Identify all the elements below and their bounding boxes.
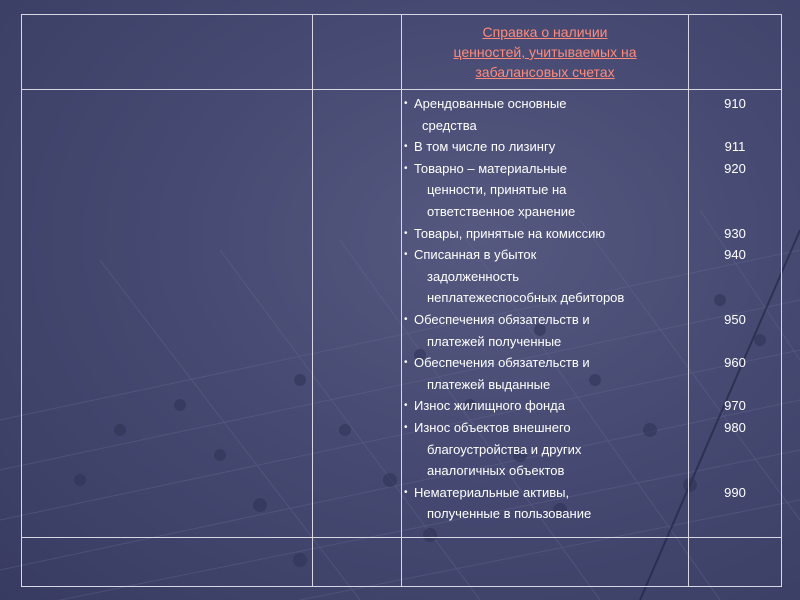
account-code: 970	[724, 398, 746, 414]
list-item-line: Обеспечения обязательств и	[414, 355, 590, 371]
list-item-line: задолженность	[427, 268, 520, 284]
footer-cell-empty-4	[689, 538, 782, 587]
bullet-icon: •	[404, 313, 408, 325]
bullet-icon: •	[404, 421, 408, 433]
account-code: 911	[724, 139, 746, 155]
list-item-line: ответственное хранение	[427, 203, 576, 219]
body-cell-empty-2	[313, 90, 402, 538]
list-item-line: аналогичных объектов	[427, 463, 565, 479]
codes-cell	[689, 90, 782, 538]
list-item-line: Списанная в убыток	[414, 247, 537, 263]
footer-cell-empty-2	[313, 538, 402, 587]
bullet-icon: •	[404, 400, 408, 412]
footer-cell-empty-3	[402, 538, 689, 587]
list-item-line: Арендованные основные	[414, 96, 567, 111]
header-title-cell	[402, 15, 689, 90]
bullet-icon: •	[404, 162, 408, 174]
header-cell-empty-4	[689, 15, 782, 90]
list-item-line: Износ жилищного фонда	[414, 398, 565, 414]
list-item	[404, 352, 680, 395]
list-item	[404, 417, 680, 482]
header-title-line: забалансовых счетах	[475, 64, 615, 80]
codes-list	[689, 90, 781, 525]
list-item	[404, 309, 680, 352]
bullet-icon: •	[404, 141, 408, 153]
list-item-line: неплатежеспособных дебиторов	[427, 290, 625, 306]
header-cell-empty-1	[22, 15, 313, 90]
table-body-row	[22, 90, 782, 538]
body-cell-empty-1	[22, 90, 313, 538]
account-code: 940	[724, 247, 746, 263]
list-item-line: средства	[422, 117, 477, 133]
list-item-line: Нематериальные активы,	[414, 484, 570, 500]
list-item-line: ценности, принятые на	[427, 182, 567, 198]
items-cell	[402, 90, 689, 538]
list-item	[404, 482, 680, 525]
bullet-icon: •	[404, 227, 408, 239]
header-title-line: ценностей, учитываемых на	[453, 44, 637, 60]
list-item	[404, 223, 680, 245]
account-code: 920	[724, 160, 746, 176]
bullet-icon: •	[404, 249, 408, 261]
bullet-icon: •	[404, 486, 408, 498]
list-item-line: Товары, принятые на комиссию	[414, 225, 606, 241]
list-item-line: В том числе по лизингу	[414, 139, 556, 155]
data-table-container	[21, 14, 777, 586]
account-code: 930	[724, 225, 746, 241]
list-item	[404, 244, 680, 309]
list-item	[404, 136, 680, 158]
list-item-line: Обеспечения обязательств и	[414, 311, 590, 327]
account-code: 910	[724, 96, 746, 111]
table-header-row	[22, 15, 782, 90]
list-item	[404, 93, 680, 136]
off-balance-table	[21, 14, 782, 587]
list-item	[404, 158, 680, 223]
bullet-icon: •	[404, 357, 408, 369]
account-code: 950	[724, 311, 746, 327]
bullet-icon: •	[404, 98, 408, 109]
account-code: 990	[724, 484, 746, 500]
account-code: 960	[724, 355, 746, 371]
footer-cell-empty-1	[22, 538, 313, 587]
header-title-line: Справка о наличии	[482, 24, 608, 40]
list-item-line: полученные в пользование	[427, 506, 592, 522]
list-item-line: благоустройства и других	[427, 441, 582, 457]
items-list	[402, 90, 688, 525]
list-item-line: платежей полученные	[427, 333, 562, 349]
header-cell-empty-2	[313, 15, 402, 90]
table-footer-row	[22, 538, 782, 587]
list-item	[404, 395, 680, 417]
account-code: 980	[724, 419, 746, 435]
list-item-line: платежей выданные	[427, 376, 551, 392]
list-item-line: Товарно – материальные	[414, 160, 567, 176]
header-title	[402, 15, 688, 82]
list-item-line: Износ объектов внешнего	[414, 419, 571, 435]
